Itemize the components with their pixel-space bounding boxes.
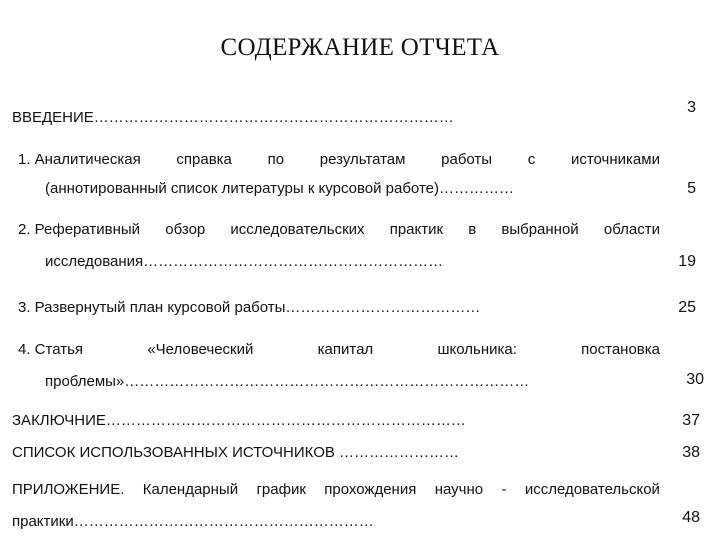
toc-item-4-line-2: проблемы»……………………………………………………………………… bbox=[45, 373, 530, 390]
toc-item-1-page: 5 bbox=[687, 180, 696, 197]
toc-conclusion-page: 37 bbox=[682, 412, 700, 429]
toc-item-1-line-1 bbox=[18, 150, 660, 170]
toc-appendix-line-2: практики…………………………………………………… bbox=[12, 513, 374, 530]
toc-word: постановка bbox=[581, 341, 660, 358]
toc-word: работы bbox=[441, 151, 493, 168]
toc-sources-page: 38 bbox=[682, 444, 700, 461]
toc-item-2-line-1 bbox=[18, 220, 660, 240]
toc-word: результатам bbox=[319, 151, 406, 168]
toc-word: источниками bbox=[570, 151, 660, 168]
toc-item-2-page: 19 bbox=[678, 253, 696, 270]
toc-intro-page: 3 bbox=[687, 99, 696, 116]
toc-word: прохождения bbox=[324, 481, 417, 498]
toc-word: исследовательских bbox=[230, 221, 365, 238]
toc-word: ПРИЛОЖЕНИЕ. bbox=[12, 481, 125, 498]
toc-word: обзор bbox=[165, 221, 206, 238]
toc-word: 4. Статья bbox=[18, 341, 84, 358]
toc-appendix-line-1 bbox=[12, 480, 660, 500]
toc-word: школьника: bbox=[437, 341, 517, 358]
toc-word: Календарный bbox=[142, 481, 239, 498]
page-title: СОДЕРЖАНИЕ ОТЧЕТА bbox=[220, 34, 500, 61]
toc-word: «Человеческий bbox=[147, 341, 254, 358]
toc-word: в bbox=[468, 221, 477, 238]
toc-word: график bbox=[256, 481, 306, 498]
toc-item-2-line-2: исследования…………………………………………………… bbox=[45, 253, 444, 270]
toc-word: 1. Аналитическая bbox=[18, 151, 141, 168]
toc-item-4-page: 30 bbox=[686, 371, 704, 388]
toc-word: области bbox=[603, 221, 660, 238]
toc-item-1-line-2: (аннотированный список литературы к курсовой работе)…………… bbox=[45, 180, 514, 197]
toc-item-3: 3. Развернутый план курсовой работы………………………………… bbox=[18, 299, 481, 316]
toc-word: справка bbox=[176, 151, 232, 168]
toc-word: исследовательской bbox=[524, 481, 660, 498]
toc-word: по bbox=[267, 151, 285, 168]
toc-word: практик bbox=[389, 221, 444, 238]
toc-word: 2. Реферативный bbox=[18, 221, 141, 238]
toc-word: - bbox=[501, 481, 507, 498]
toc-word: капитал bbox=[317, 341, 374, 358]
toc-word: с bbox=[527, 151, 536, 168]
toc-intro: ВВЕДЕНИЕ……………………………………………………………… bbox=[12, 109, 454, 126]
toc-appendix-page: 48 bbox=[682, 509, 700, 526]
toc-word: научно bbox=[434, 481, 484, 498]
toc-item-3-page: 25 bbox=[678, 299, 696, 316]
toc-item-4-line-1 bbox=[18, 340, 660, 360]
toc-sources: СПИСОК ИСПОЛЬЗОВАННЫХ ИСТОЧНИКОВ …………………… bbox=[12, 444, 460, 461]
toc-conclusion: ЗАКЛЮЧНИЕ……………………………………………………………… bbox=[12, 412, 466, 429]
toc-word: выбранной bbox=[501, 221, 579, 238]
